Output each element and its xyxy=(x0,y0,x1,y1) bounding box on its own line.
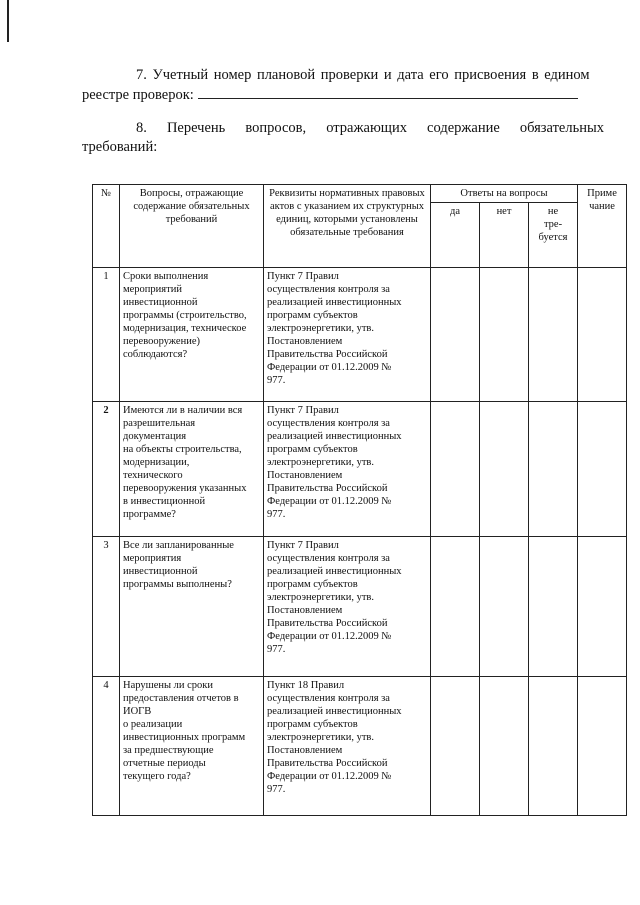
answer-yes-cell[interactable] xyxy=(431,268,480,402)
row-number: 1 xyxy=(93,268,120,402)
section-7-line-2 xyxy=(82,85,602,105)
row-requisites-text: Пункт 18 Правил осуществления контроля за реализацией инвестиционных программ субъектов электроэнергетики, утв. Постановлением Правительства Российской Федерации от 01.12.2009 № 977. xyxy=(267,680,402,795)
header-not-required-text: не тре- буется xyxy=(538,206,568,243)
scan-margin-mark xyxy=(7,0,9,42)
answer-no-cell[interactable] xyxy=(480,268,529,402)
row-question xyxy=(120,677,264,816)
note-cell[interactable] xyxy=(578,402,627,537)
row-number: 3 xyxy=(93,537,120,677)
table-row xyxy=(93,537,627,677)
note-cell[interactable] xyxy=(578,268,627,402)
row-question-text: Сроки выполнения мероприятий инвестиционной программы (строительство, модернизация, техническое перевооружение) соблюдаются? xyxy=(123,271,247,360)
row-question-text: Имеются ли в наличии вся разрешительная документация на объекты строительства, модернизации, технического перевооружения указанных в инвестиционной программе? xyxy=(123,405,247,520)
note-cell[interactable] xyxy=(578,537,627,677)
section-8-word: Перечень xyxy=(166,120,226,136)
header-questions: Вопросы, отражающие содержание обязательных требований xyxy=(120,185,264,268)
section-8-word: 8. xyxy=(136,120,147,136)
row-requisites-text: Пункт 7 Правил осуществления контроля за реализацией инвестиционных программ субъектов электроэнергетики, утв. Постановлением Правительства Российской Федерации от 01.12.2009 № 977. xyxy=(267,271,402,386)
header-requisites: Реквизиты нормативных правовых актов с указанием их структурных единиц, которыми установлены обязательные требования xyxy=(264,185,431,268)
section-8-line-2: требований: xyxy=(82,139,158,155)
row-requisites xyxy=(264,268,431,402)
header-note xyxy=(578,185,627,268)
row-requisites xyxy=(264,537,431,677)
registry-number-blank xyxy=(198,85,578,99)
answer-not-required-cell[interactable] xyxy=(529,402,578,537)
section-7-label: реестре проверок: xyxy=(82,87,194,103)
note-cell[interactable] xyxy=(578,677,627,816)
row-question-text: Нарушены ли сроки предоставления отчетов в ИОГВ о реализации инвестиционных программ за предшествующие отчетные периоды текущего года? xyxy=(123,680,246,782)
section-8-word: вопросов, xyxy=(245,120,307,136)
answer-not-required-cell[interactable] xyxy=(529,537,578,677)
answer-not-required-cell[interactable] xyxy=(529,677,578,816)
row-requisites-text: Пункт 7 Правил осуществления контроля за реализацией инвестиционных программ субъектов электроэнергетики, утв. Постановлением Правительства Российской Федерации от 01.12.2009 № 977. xyxy=(267,405,402,520)
row-number: 4 xyxy=(93,677,120,816)
answer-yes-cell[interactable] xyxy=(431,677,480,816)
checklist-table xyxy=(92,184,627,816)
answer-no-cell[interactable] xyxy=(480,537,529,677)
answer-no-cell[interactable] xyxy=(480,402,529,537)
row-question xyxy=(120,402,264,537)
row-requisites-text: Пункт 7 Правил осуществления контроля за реализацией инвестиционных программ субъектов электроэнергетики, утв. Постановлением Правительства Российской Федерации от 01.12.2009 № 977. xyxy=(267,540,402,655)
table-row xyxy=(93,268,627,402)
row-number: 2 xyxy=(93,402,120,537)
section-8-word: обязательных xyxy=(519,120,604,136)
answer-not-required-cell[interactable] xyxy=(529,268,578,402)
row-requisites xyxy=(264,677,431,816)
section-7-line-1: 7. Учетный номер плановой проверки и дата его присвоения в едином xyxy=(136,67,590,83)
header-not-required xyxy=(529,203,578,268)
row-requisites xyxy=(264,402,431,537)
table-row xyxy=(93,402,627,537)
answer-no-cell[interactable] xyxy=(480,677,529,816)
section-8-word: содержание xyxy=(427,120,500,136)
section-8-word: отражающих xyxy=(326,120,407,136)
row-question-text: Все ли запланированные мероприятия инвестиционной программы выполнены? xyxy=(123,540,234,590)
row-question xyxy=(120,268,264,402)
header-number: № xyxy=(93,185,120,268)
header-answers: Ответы на вопросы xyxy=(431,185,578,203)
answer-yes-cell[interactable] xyxy=(431,537,480,677)
answer-yes-cell[interactable] xyxy=(431,402,480,537)
header-note-text: Приме чание xyxy=(587,188,617,212)
row-question xyxy=(120,537,264,677)
header-yes: да xyxy=(431,203,480,268)
table-row xyxy=(93,677,627,816)
header-no: нет xyxy=(480,203,529,268)
section-8-line-1 xyxy=(136,119,604,138)
